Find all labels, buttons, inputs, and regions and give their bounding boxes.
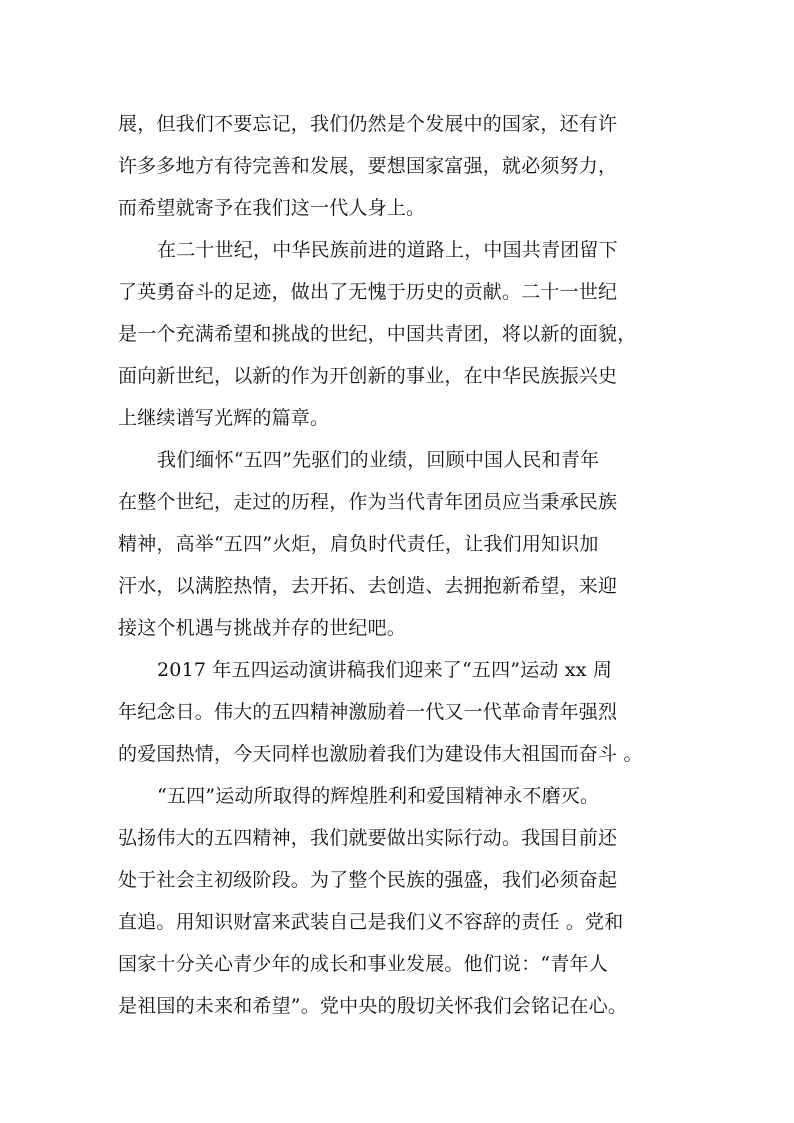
paragraph-first-line: 2017 年五四运动演讲稿我们迎来了“五四”运动 xx 周 xyxy=(157,659,613,681)
text-line: 直追。用知识财富来武装自己是我们义不容辞的责任 。党和 xyxy=(118,911,624,933)
text-line: 展，但我们不要忘记，我们仍然是个发展中的国家，还有许 xyxy=(118,113,618,135)
text-line: 处于社会主初级阶段。为了整个民族的强盛，我们必须奋起 xyxy=(118,869,618,891)
text-line: 是祖国的未来和希望”。党中央的殷切关怀我们会铭记在心。 xyxy=(118,995,628,1017)
text-line: 在整个世纪，走过的历程，作为当代青年团员应当秉承民族 xyxy=(118,491,618,513)
text-line: 汗水，以满腔热情，去开拓、去创造、去拥抱新希望，来迎 xyxy=(118,575,618,597)
text-line: 的爱国热情，今天同样也激励着我们为建设伟大祖国而奋斗 。 xyxy=(118,743,643,765)
text-line: 上继续谱写光辉的篇章。 xyxy=(118,407,330,429)
text-line: 接这个机遇与挑战并存的世纪吧。 xyxy=(118,617,407,639)
paragraph-first-line: “五四”运动所取得的辉煌胜利和爱国精神永不磨灭。 xyxy=(157,785,600,807)
text-line: 弘扬伟大的五四精神，我们就要做出实际行动。我国目前还 xyxy=(118,827,618,849)
text-line: 是一个充满希望和挑战的世纪，中国共青团，将以新的面貌， xyxy=(118,323,637,345)
text-line: 面向新世纪，以新的作为开创新的事业，在中华民族振兴史 xyxy=(118,365,618,387)
text-line: 精神，高举“五四”火炬，肩负时代责任，让我们用知识加 xyxy=(118,533,599,555)
text-line: 许多多地方有待完善和发展，要想国家富强，就必须努力， xyxy=(118,155,618,177)
text-line: 而希望就寄予在我们这一代人身上。 xyxy=(118,197,426,219)
paragraph-first-line: 在二十世纪，中华民族前进的道路上，中国共青团留下 xyxy=(157,239,618,261)
text-line: 了英勇奋斗的足迹，做出了无愧于历史的贡献。二十一世纪 xyxy=(118,281,618,303)
text-line: 国家十分关心青少年的成长和事业发展。他们说：“青年人 xyxy=(118,953,608,975)
paragraph-first-line: 我们缅怀“五四”先驱们的业绩，回顾中国人民和青年 xyxy=(157,449,600,471)
text-line: 年纪念日。伟大的五四精神激励着一代又一代革命青年强烈 xyxy=(118,701,618,723)
